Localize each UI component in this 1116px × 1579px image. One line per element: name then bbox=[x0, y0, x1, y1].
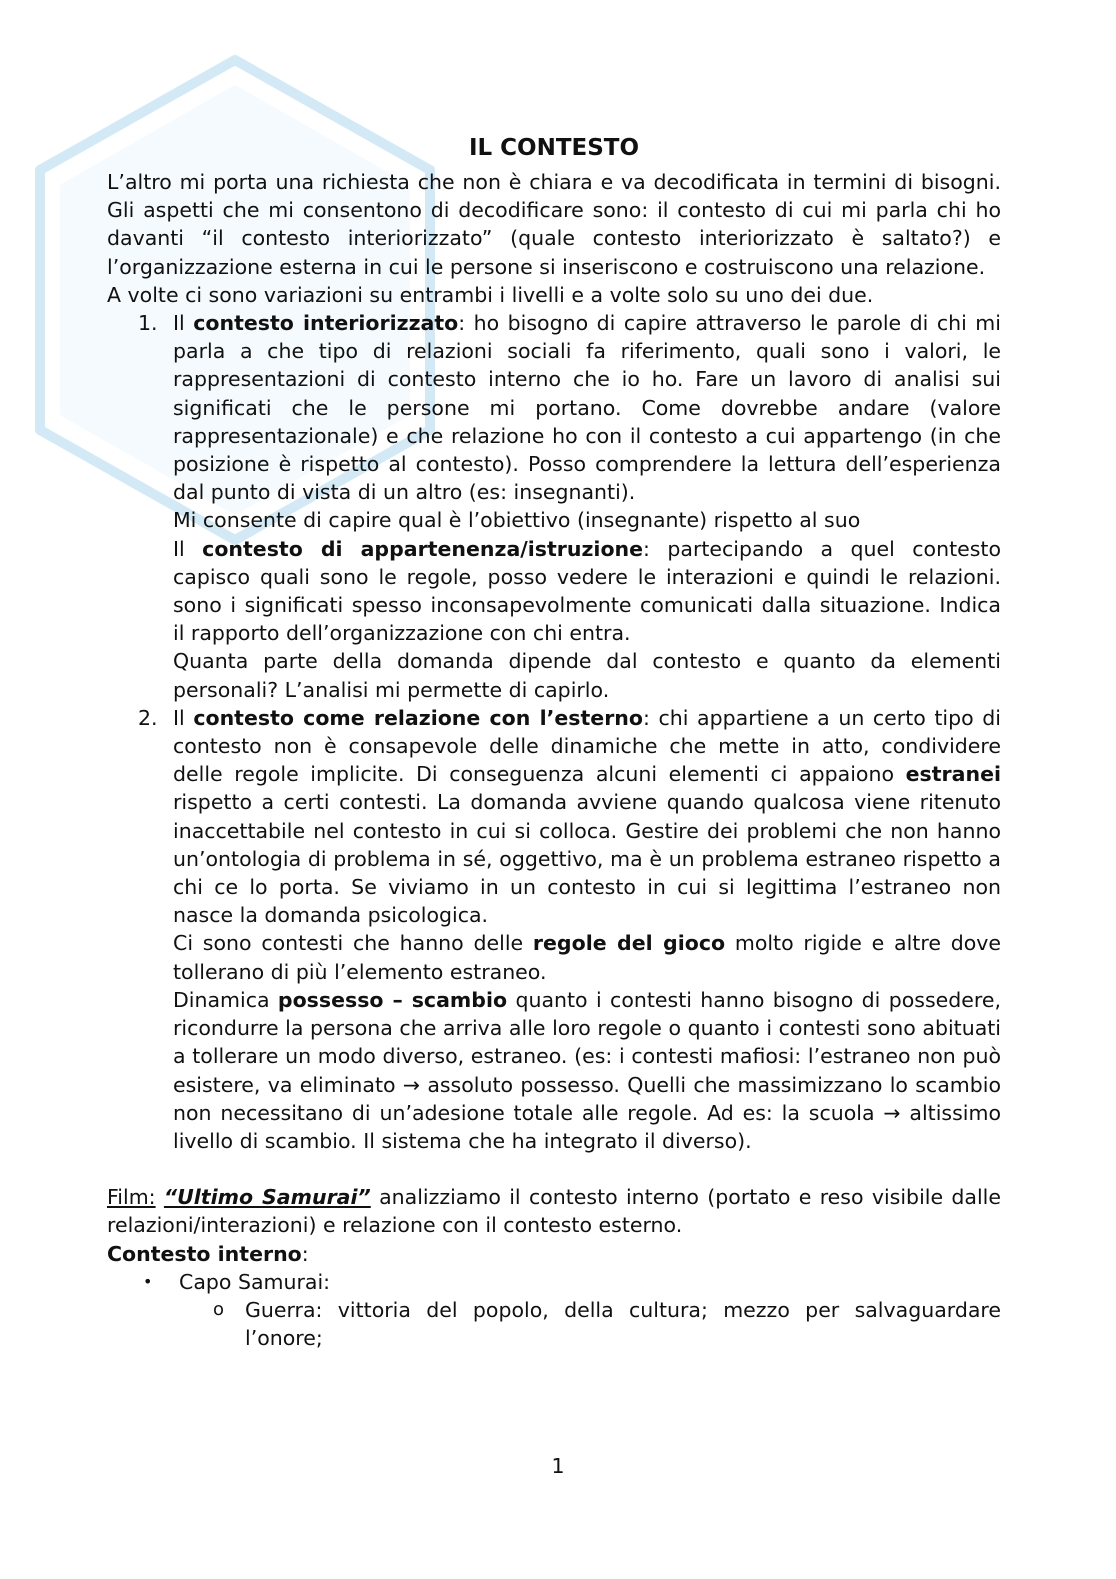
page-title: IL CONTESTO bbox=[468, 135, 640, 161]
text-run: molto rigide e altre dove tollerano di più l’elemento estraneo. bbox=[173, 931, 1002, 984]
bullet-list bbox=[107, 1268, 1001, 1353]
list-item-text: Mi consente di capire qual è l’obiettivo (insegnante) rispetto al suo bbox=[173, 508, 861, 533]
list-item-text bbox=[173, 929, 1001, 985]
text-run: Il bbox=[173, 536, 203, 561]
arrow-icon: → bbox=[883, 1100, 901, 1125]
sub-list bbox=[179, 1296, 1001, 1352]
film-paragraph bbox=[107, 1183, 1001, 1239]
list-item-text: Quanta parte della domanda dipende dal contesto e quanto da elementi personali? L’analisi mi permette di capirlo. bbox=[173, 649, 1001, 702]
sub-item-text: Guerra: vittoria del popolo, della cultura; mezzo per salvaguardare l’onore; bbox=[245, 1297, 1001, 1351]
text-run: Dinamica bbox=[173, 987, 278, 1012]
text-run: Il bbox=[173, 705, 194, 730]
text-run: assoluto possesso. Quelli che massimizzano lo scambio non necessitano di un’adesione totale alle regole. Ad es: la scuola bbox=[173, 1072, 1001, 1125]
text-run: rispetto a certi contesti. La domanda avviene quando qualcosa viene ritenuto inaccettabile nel contesto in cui si colloca. Gestire dei problemi che non hanno un’ontologia di problema in sé, oggettivo, ma è un problema estraneo rispetto a chi ce lo porta. Se viviamo in un contesto in cui si legittima l’estraneo non nasce la domanda psicologica. bbox=[173, 790, 1001, 928]
blank-line bbox=[107, 1155, 1001, 1183]
page-number: 1 bbox=[551, 1454, 565, 1478]
text-run: Ci sono contesti che hanno delle bbox=[173, 931, 533, 956]
document-page bbox=[107, 128, 1001, 1352]
bold-term: Contesto interno bbox=[107, 1241, 302, 1266]
arrow-icon: → bbox=[402, 1072, 421, 1097]
bold-term: estranei bbox=[905, 762, 1001, 787]
text-run: : chi appartiene a un certo tipo di contesto non è consapevole delle dinamiche che mette in atto, condividere delle regole implicite. Di conseguenza alcuni elementi ci appaiono bbox=[173, 705, 1001, 787]
list-marker: 2. bbox=[138, 705, 158, 730]
film-label: Film: bbox=[107, 1185, 156, 1210]
list-item-1 bbox=[107, 309, 1001, 704]
text-run: analizziamo il contesto interno (portato e reso visibile dalle relazioni/interazioni) e relazione con il contesto esterno. bbox=[107, 1185, 1001, 1238]
list-item-2 bbox=[107, 704, 1001, 1155]
list-marker: 1. bbox=[138, 311, 158, 336]
text-run: : bbox=[301, 1241, 309, 1266]
list-item-text bbox=[173, 309, 1001, 506]
bullet-icon: • bbox=[143, 1271, 153, 1291]
intro-paragraph-2: A volte ci sono variazioni su entrambi i livelli e a volte solo su uno dei due. bbox=[107, 282, 874, 307]
text-run: altissimo livello di scambio. Il sistema che ha integrato il diverso). bbox=[173, 1100, 1001, 1153]
bold-term: contesto interiorizzato bbox=[193, 311, 459, 336]
intro-paragraph: L’altro mi porta una richiesta che non è chiara e va decodificata in termini di bisogni. Gli aspetti che mi consentono di decodificare sono: il contesto di cui mi parla chi ho davanti “il contesto interiorizzato” (quale contesto interiorizzato è saltato?) e l’organizzazione esterna in cui le persone si inseriscono e costruiscono una relazione. bbox=[107, 170, 1001, 279]
film-title: “Ultimo Samurai” bbox=[163, 1185, 371, 1210]
bullet-text: Capo Samurai: bbox=[179, 1269, 331, 1294]
text-run: quanto i contesti hanno bisogno di possedere, ricondurre la persona che arriva alle loro regole o quanto i contesti sono abituati a tollerare un modo diverso, estraneo. (es: i contesti mafiosi: l’estraneo non può esistere, va eliminato bbox=[173, 987, 1001, 1097]
section-heading bbox=[107, 1240, 1001, 1268]
list-item-text bbox=[173, 986, 1001, 1155]
bold-term: contesto come relazione con l’esterno bbox=[193, 705, 643, 730]
bold-term: possesso – scambio bbox=[277, 987, 508, 1012]
bold-term: regole del gioco bbox=[532, 931, 726, 956]
list-item-text bbox=[173, 704, 1001, 930]
bold-term: contesto di appartenenza/istruzione bbox=[202, 536, 644, 561]
text-run: : partecipando a quel contesto capisco quali sono le regole, posso vedere le interazioni e quindi le relazioni. sono i significati spesso inconsapevolmente comunicati dalla situazione. Indica il rapporto dell’organizzazione con chi entra. bbox=[173, 536, 1001, 646]
sub-list-item bbox=[179, 1296, 1001, 1352]
sub-bullet-icon: o bbox=[213, 1298, 225, 1320]
text-run: Il bbox=[173, 311, 194, 336]
bullet-item bbox=[107, 1268, 1001, 1353]
numbered-list bbox=[107, 309, 1001, 1155]
list-item-text bbox=[173, 535, 1001, 648]
text-run: : ho bisogno di capire attraverso le parole di chi mi parla a che tipo di relazioni sociali fa riferimento, quali sono i valori, le rappresentazioni di contesto interno che io ho. Fare un lavoro di analisi sui significati che le persone mi portano. Come dovrebbe andare (valore rappresentazionale) e che relazione ho con il contesto a cui appartengo (in che posizione è rispetto al contesto). Posso comprendere la lettura dell’esperienza dal punto di vista di un altro (es: insegnanti). bbox=[173, 311, 1001, 505]
